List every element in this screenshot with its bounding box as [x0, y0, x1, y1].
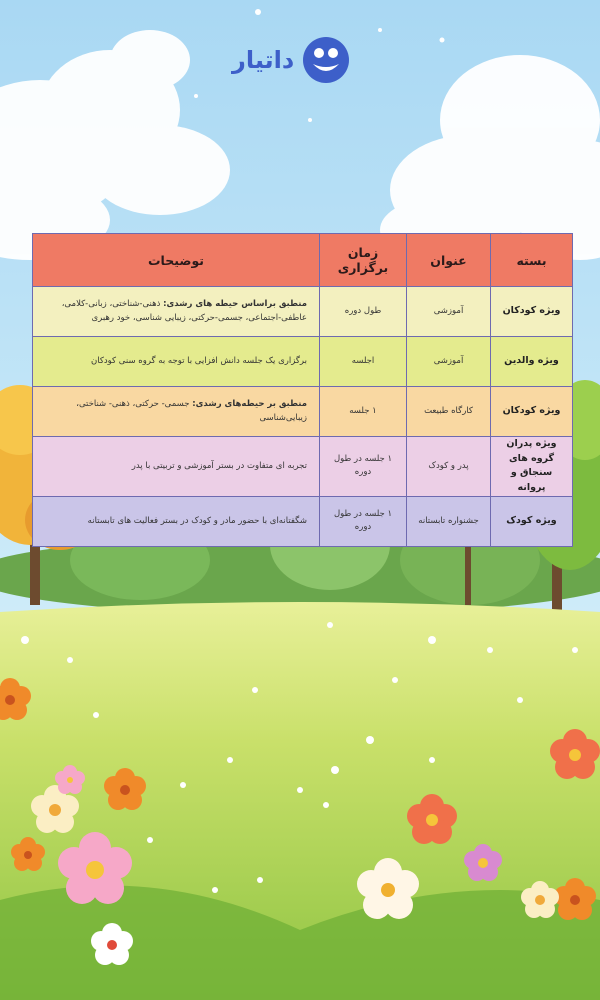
cell-description: [33, 387, 320, 437]
table-row: [33, 287, 573, 337]
cell-title: آموزشی: [407, 287, 491, 337]
header-title: عنوان: [407, 234, 491, 287]
description-text: ذهنی-شناختی، زبانی-کلامی، عاطفی-اجتماعی، جسمی-حرکتی، زیبایی شناسی، خود رهبری: [61, 299, 307, 323]
description-text: تجربه ای متفاوت در بستر آموزشی و تربیتی با پدر: [131, 460, 307, 471]
table-row: [33, 496, 573, 546]
cell-title: آموزشی: [407, 337, 491, 387]
description-text: جسمی- حرکتی، ذهنی- شناختی، زیبایی‌شناسی: [76, 399, 307, 423]
table-row: [33, 337, 573, 387]
cell-title: کارگاه طبیعت: [407, 387, 491, 437]
header-description: توضیحات: [33, 234, 320, 287]
header-schedule: زمان برگزاری: [320, 234, 407, 287]
table-row: [33, 437, 573, 497]
description-text: برگزاری یک جلسه دانش افزایی با توجه به گروه سنی کودکان: [90, 355, 307, 366]
cell-package: ویژه والدین: [491, 337, 573, 387]
description-text: شگفتانه‌ای با حضور مادر و کودک در بستر فعالیت های تابستانه: [87, 515, 307, 526]
cell-schedule: اجلسه: [320, 337, 407, 387]
cell-description: [33, 437, 320, 497]
cell-description: [33, 496, 320, 546]
table-header-row: [33, 234, 573, 287]
table-row: [33, 387, 573, 437]
brand-name: داتیار: [232, 46, 295, 74]
description-bold: منطبق بر حیطه‌های رشدی:: [192, 399, 307, 410]
cell-package: ویژه پدران گروه های سنجاق و پروانه: [491, 437, 573, 497]
cell-description: [33, 337, 320, 387]
description-bold: منطبق براساس حیطه های رشدی:: [163, 299, 307, 310]
cell-package: ویژه کودکان: [491, 387, 573, 437]
cell-schedule: ۱ جلسه در طول دوره: [320, 496, 407, 546]
cell-description: [33, 287, 320, 337]
cell-schedule: ۱ جلسه: [320, 387, 407, 437]
smile-logo-icon: [302, 36, 350, 84]
packages-table: [32, 233, 573, 547]
cell-schedule: ۱ جلسه در طول دوره: [320, 437, 407, 497]
cell-package: ویژه کودک: [491, 496, 573, 546]
header-package: بسته: [491, 234, 573, 287]
cell-title: پدر و کودک: [407, 437, 491, 497]
cell-package: ویژه کودکان: [491, 287, 573, 337]
brand-logo: [232, 30, 372, 90]
cell-schedule: طول دوره: [320, 287, 407, 337]
cell-title: جشنواره تابستانه: [407, 496, 491, 546]
